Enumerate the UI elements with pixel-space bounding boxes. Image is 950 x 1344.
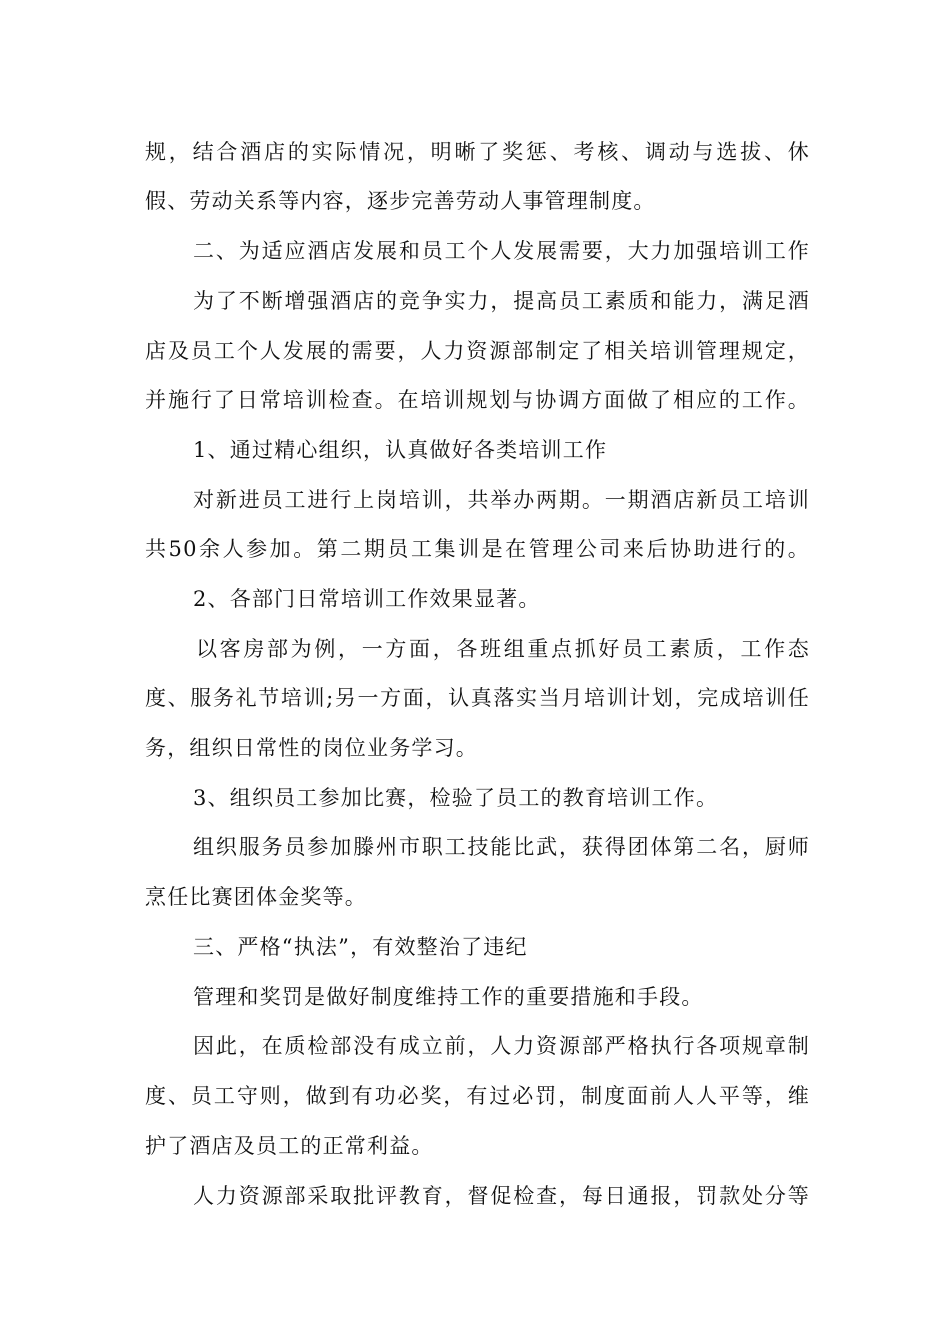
paragraph-line: 管理和奖罚是做好制度维持工作的重要措施和手段。 <box>193 985 704 1009</box>
paragraph-line: 店及员工个人发展的需要，人力资源部制定了相关培训管理规定， <box>145 339 810 363</box>
paragraph-line: 共50余人参加。第二期员工集训是在管理公司来后协助进行的。 <box>145 537 810 561</box>
paragraph-line: 因此，在质检部没有成立前，人力资源部严格执行各项规章制 <box>193 1034 810 1058</box>
paragraph-line: 烹任比赛团体金奖等。 <box>145 885 367 909</box>
paragraph-line: 以客房部为例，一方面，各班组重点抓好员工素质，工作态 <box>196 637 810 661</box>
paragraph-line: 并施行了日常培训检查。在培训规划与协调方面做了相应的工作。 <box>145 388 810 412</box>
paragraph-line: 度、员工守则，做到有功必奖，有过必罚，制度面前人人平等，维 <box>145 1084 810 1108</box>
paragraph-line: 护了酒店及员工的正常利益。 <box>145 1134 434 1158</box>
subsection-heading: 2、各部门日常培训工作效果显著。 <box>193 587 541 611</box>
section-heading: 二、为适应酒店发展和员工个人发展需要，大力加强培训工作 <box>193 239 810 263</box>
paragraph-line: 假、劳动关系等内容，逐步完善劳动人事管理制度。 <box>145 189 656 213</box>
paragraph-line: 务，组织日常性的岗位业务学习。 <box>145 736 478 760</box>
paragraph-line: 人力资源部采取批评教育，督促检查，每日通报，罚款处分等 <box>193 1184 810 1208</box>
subsection-heading: 1、通过精心组织，认真做好各类培训工作 <box>193 438 608 462</box>
paragraph-line: 组织服务员参加滕州市职工技能比武，获得团体第二名，厨师 <box>193 835 810 859</box>
paragraph-line: 对新进员工进行上岗培训，共举办两期。一期酒店新员工培训 <box>193 488 810 512</box>
paragraph-line: 度、服务礼节培训;另一方面，认真落实当月培训计划，完成培训任 <box>145 686 810 710</box>
paragraph-line: 规，结合酒店的实际情况，明晰了奖惩、考核、调动与选拔、休 <box>145 140 810 164</box>
section-heading: 三、严格“执法”，有效整治了违纪 <box>193 935 528 959</box>
subsection-heading: 3、组织员工参加比赛，检验了员工的教育培训工作。 <box>193 786 719 810</box>
paragraph-line: 为了不断增强酒店的竞争实力，提高员工素质和能力，满足酒 <box>193 289 810 313</box>
